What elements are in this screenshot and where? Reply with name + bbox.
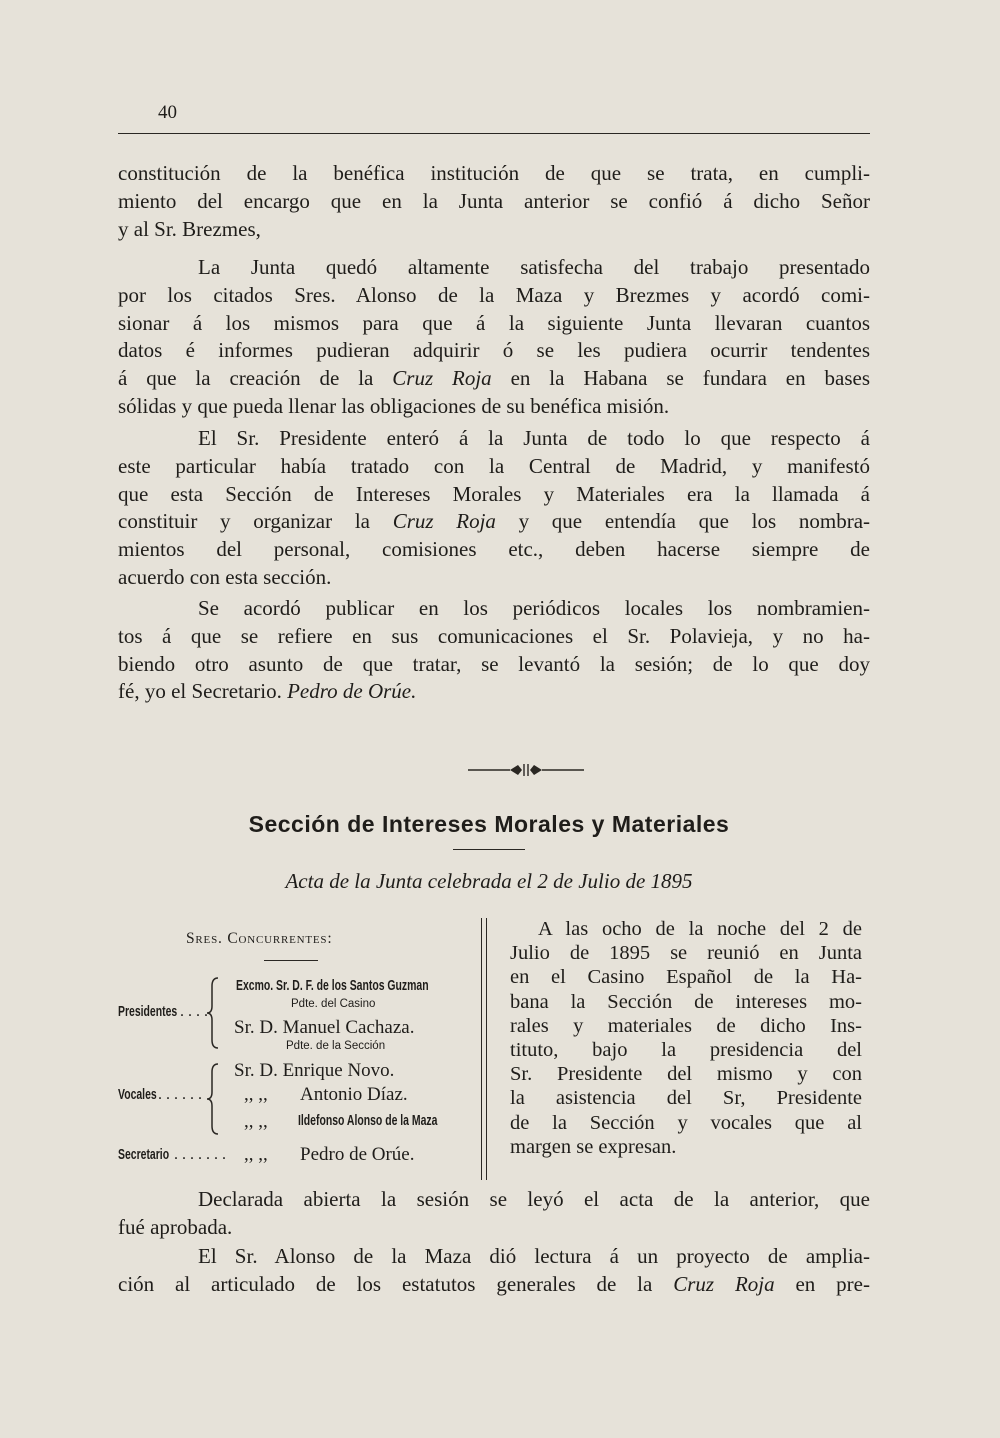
presidente-2-name: Sr. D. Manuel Cachaza.: [234, 1017, 415, 1038]
text-segment: fé, yo el Secretario.: [118, 679, 288, 704]
presidente-2-role: Pdte. de la Sección: [286, 1040, 386, 1052]
text-line: en el Casino Español de la Ha-: [510, 966, 862, 989]
column-separator: [481, 918, 482, 1180]
text-line: rales y materiales de dicho Ins-: [510, 1014, 862, 1037]
brace-icon: [206, 1062, 220, 1136]
text-line: la asistencia del Sr, Presidente: [510, 1087, 862, 1110]
minutes-opening-text: [510, 917, 862, 1159]
minutes-subtitle: Acta de la Junta celebrada el 2 de Julio de 1895: [285, 869, 693, 893]
text-line: constitución de la benéfica institución de que se trata, en cumpli-: [118, 161, 870, 185]
ditto-marks: ,, ,,: [244, 1111, 268, 1132]
text-line: margen se expresan.: [510, 1135, 677, 1158]
paragraph-3: [118, 425, 870, 592]
leader-dots: . . . . . . .: [174, 1146, 226, 1163]
text-line: El Sr. Alonso de la Maza dió lectura á un proyecto de amplia-: [198, 1244, 870, 1268]
text-line: acuerdo con esta sección.: [118, 564, 332, 589]
italic-cruz-roja: Cruz Roja: [673, 1271, 775, 1296]
text-line: tituto, bajo la presidencia del: [510, 1039, 862, 1062]
text-line: [118, 365, 870, 393]
text-segment: y que entendía que los nombra-: [495, 509, 871, 534]
header-rule: [118, 133, 870, 134]
page-number: 40: [158, 102, 177, 123]
paragraph-2: [118, 254, 870, 421]
vocales-label: Vocales: [118, 1087, 157, 1103]
paragraph-6: [118, 1243, 870, 1299]
text-line: y al Sr. Brezmes,: [118, 216, 261, 241]
text-line: que esta Sección de Intereses Morales y Materiales era la llamada á: [118, 481, 870, 506]
brace-icon: [206, 976, 220, 1050]
text-line: Julio de 1895 se reunió en Junta: [510, 942, 862, 965]
text-line: de la Sección y vocales que al: [510, 1111, 862, 1134]
text-line: bana la Sección de intereses mo-: [510, 990, 862, 1013]
presidente-1-name: Excmo. Sr. D. F. de los Santos Guzman: [236, 978, 429, 994]
attendees-rule: [264, 960, 318, 961]
italic-cruz-roja: Cruz Roja: [392, 509, 496, 534]
text-segment: en la Habana se fundara en bases: [491, 366, 870, 391]
text-line: Declarada abierta la sesión se leyó el acta de la anterior, que: [198, 1187, 870, 1211]
text-segment: ción al articulado de los estatutos generales de la: [118, 1271, 674, 1296]
leader-dots: . . . .: [180, 1003, 208, 1020]
text-line: Sr. Presidente del mismo y con: [510, 1063, 862, 1086]
text-line: este particular había tratado con la Central de Madrid, y manifestó: [118, 453, 870, 478]
vocal-2-name: Antonio Díaz.: [300, 1084, 408, 1105]
attendees-heading: Sres. Concurrentes:: [186, 930, 333, 947]
leader-dots: . . . . . .: [158, 1086, 202, 1103]
secretario-label: Secretario: [118, 1147, 170, 1163]
text-line: sólidas y que pueda llenar las obligaciones de su benéfica misión.: [118, 393, 670, 418]
ditto-marks: ,, ,,: [244, 1144, 268, 1165]
secretario-name: Pedro de Orúe.: [300, 1144, 415, 1165]
text-line: [118, 508, 870, 536]
text-line: Se acordó publicar en los periódicos locales los nombramien-: [198, 596, 870, 620]
vocal-3-name: Ildefonso Alonso de la Maza: [298, 1113, 438, 1129]
ornament-divider-icon: [466, 762, 586, 778]
vocal-1-name: Sr. D. Enrique Novo.: [234, 1060, 395, 1081]
italic-signature-name: Pedro de Orúe.: [287, 679, 417, 704]
column-separator: [486, 918, 487, 1180]
text-line: fué aprobada.: [118, 1214, 233, 1239]
presidente-1-role: Pdte. del Casino: [291, 998, 376, 1010]
ditto-marks: ,, ,,: [244, 1084, 268, 1105]
italic-cruz-roja: Cruz Roja: [392, 366, 492, 391]
text-line: por los citados Sres. Alonso de la Maza y Brezmes y acordó comi-: [118, 282, 870, 307]
text-line: tos á que se refiere en sus comunicaciones el Sr. Polavieja, y no ha-: [118, 623, 870, 648]
text-line: biendo otro asunto de que tratar, se levantó la sesión; de lo que doy: [118, 651, 870, 676]
text-line: [118, 1271, 870, 1299]
paragraph-1: [118, 160, 870, 243]
text-segment: en pre-: [774, 1271, 870, 1296]
text-line: mientos del personal, comisiones etc., deben hacerse siempre de: [118, 537, 870, 562]
presidentes-label: Presidentes: [118, 1004, 178, 1020]
text-line: La Junta quedó altamente satisfecha del trabajo presentado: [198, 255, 870, 279]
text-line: A las ocho de la noche del 2 de: [538, 918, 862, 940]
text-line: El Sr. Presidente enteró á la Junta de todo lo que respecto á: [198, 426, 870, 450]
text-line: datos é informes pudieran adquirir ó se les pudiera ocurrir tendentes: [118, 338, 870, 363]
paragraph-4: [118, 595, 870, 706]
text-line: sionar á los mismos para que á la siguiente Junta llevaran cuantos: [118, 310, 870, 335]
text-segment: constituir y organizar la: [118, 509, 393, 534]
text-line: [118, 678, 870, 706]
text-line: miento del encargo que en la Junta anterior se confió á dicho Señor: [118, 188, 870, 213]
section-title: Sección de Intereses Morales y Materiales: [248, 811, 730, 837]
text-segment: á que la creación de la: [118, 366, 393, 391]
title-rule: [453, 849, 525, 850]
paragraph-5: [118, 1186, 870, 1242]
